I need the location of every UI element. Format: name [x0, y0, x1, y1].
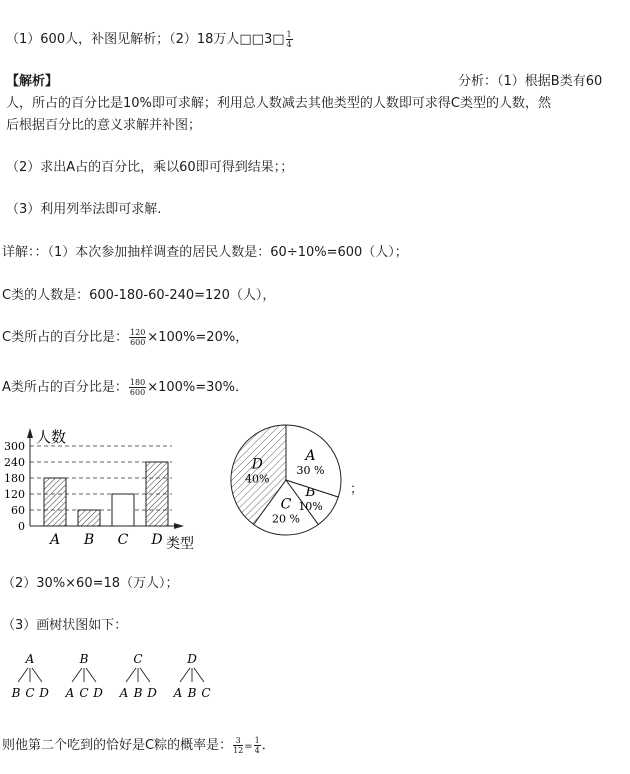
tree-leaf: D — [147, 686, 157, 700]
analysis-p1-start: （1）根据B类有60 — [497, 74, 603, 89]
tree-branch — [180, 668, 190, 682]
pie-label: C — [280, 496, 292, 513]
tree-root: D — [187, 652, 197, 666]
answer-line — [6, 28, 294, 49]
analysis-p3: （3）利用列举法即可求解. — [6, 202, 162, 217]
pie-label: B — [305, 483, 316, 500]
x-tick-label: A — [49, 532, 61, 548]
answer-fraction: $\frac{1}{4}$ — [286, 30, 292, 49]
tree-branch — [18, 668, 28, 682]
tree-root: B — [79, 652, 89, 666]
tree-leaf: C — [79, 686, 89, 700]
pie-chart — [228, 420, 348, 540]
y-axis-label: 人数 — [36, 428, 67, 446]
tree-branch — [86, 668, 96, 682]
detail-line4: A类所占的百分比是： $\frac{180}{600}$ ×100%=30%． — [2, 378, 249, 397]
analysis-label: 分析： — [458, 74, 498, 89]
part2-line: （2）30%×60=18（万人）； — [2, 576, 179, 591]
tree-root: A — [25, 652, 35, 666]
y-tick-label: 120 — [4, 488, 25, 501]
analysis-tag: 【解析】 — [6, 74, 59, 89]
pie-percent-label: 20 % — [272, 512, 300, 526]
pie-percent-label: 30 % — [296, 464, 325, 478]
bar-chart — [0, 420, 215, 555]
tree-leaf: B — [133, 686, 143, 700]
y-axis-arrow — [27, 428, 33, 438]
fraction-180-600: $\frac{180}{600}$ — [129, 378, 146, 397]
detail-line3: C类所占的百分比是： $\frac{120}{600}$ ×100%=20%， — [2, 328, 249, 347]
fraction-1-4: $\frac{1}{4}$ — [254, 736, 260, 755]
analysis-p1-end: 后根据百分比的意义求解并补图； — [6, 118, 202, 133]
x-axis-arrow — [174, 523, 184, 529]
answer-text: （1）600人，补图见解析；（2）18万人□□3□ — [6, 32, 285, 47]
part3-line: （3）画树状图如下： — [2, 618, 128, 633]
pie-label: A — [305, 448, 316, 465]
bar-c — [112, 494, 134, 526]
tree-branch — [126, 668, 136, 682]
y-tick-label: 300 — [4, 440, 25, 453]
tree-leaf: A — [119, 686, 129, 700]
y-tick-label: 60 — [11, 504, 25, 517]
x-tick-label: B — [83, 532, 95, 548]
analysis-p2: （2）求出A占的百分比，乘以60即可得到结果；； — [6, 160, 294, 175]
tree-leaf: B — [11, 686, 21, 700]
fraction-120-600: $\frac{120}{600}$ — [130, 328, 146, 347]
tree-leaf: D — [39, 686, 49, 700]
y-tick-label: 180 — [4, 472, 25, 485]
tree-leaf: C — [25, 686, 35, 700]
bar-a — [44, 478, 66, 526]
tree-branch — [140, 668, 150, 682]
tree-leaf: A — [173, 686, 183, 700]
pie-label: D — [251, 456, 263, 473]
tree-branch — [32, 668, 42, 682]
tree-leaf: A — [65, 686, 75, 700]
after-chart-punct: ； — [350, 482, 364, 497]
conclusion-line: 则他第二个吃到的恰好是C粽的概率是： $\frac{3}{12}$ = $\frac{1}{4}$ ． — [2, 736, 275, 755]
pie-percent-label: 40% — [245, 472, 270, 486]
y-tick-label: 240 — [4, 456, 25, 469]
tree-diagram — [0, 650, 230, 705]
bar-b — [78, 510, 100, 526]
bar-d — [146, 462, 168, 526]
tree-leaf: B — [187, 686, 197, 700]
analysis-p1-middle: 人，所占的百分比是10%即可求解；利用总人数减去其他类型的人数即可求得C类型的人数，然 — [6, 96, 551, 111]
y-tick-label: 0 — [18, 520, 25, 533]
detail-line1: 详解：：（1）本次参加抽样调查的居民人数是：60÷10%=600（人）； — [2, 245, 408, 260]
x-tick-label: C — [117, 532, 129, 548]
tree-leaf: C — [201, 686, 211, 700]
tree-root: C — [133, 652, 143, 666]
x-axis-label: 类型 — [166, 536, 194, 552]
tree-branch — [194, 668, 204, 682]
tree-branch — [72, 668, 82, 682]
x-tick-label: D — [151, 532, 163, 548]
pie-percent-label: 10% — [298, 499, 323, 513]
detail-line2: C类的人数是：600-180-60-240=120（人）， — [2, 288, 276, 303]
tree-leaf: D — [93, 686, 103, 700]
analysis-line1 — [458, 70, 602, 89]
fraction-3-12: $\frac{3}{12}$ — [233, 736, 244, 755]
